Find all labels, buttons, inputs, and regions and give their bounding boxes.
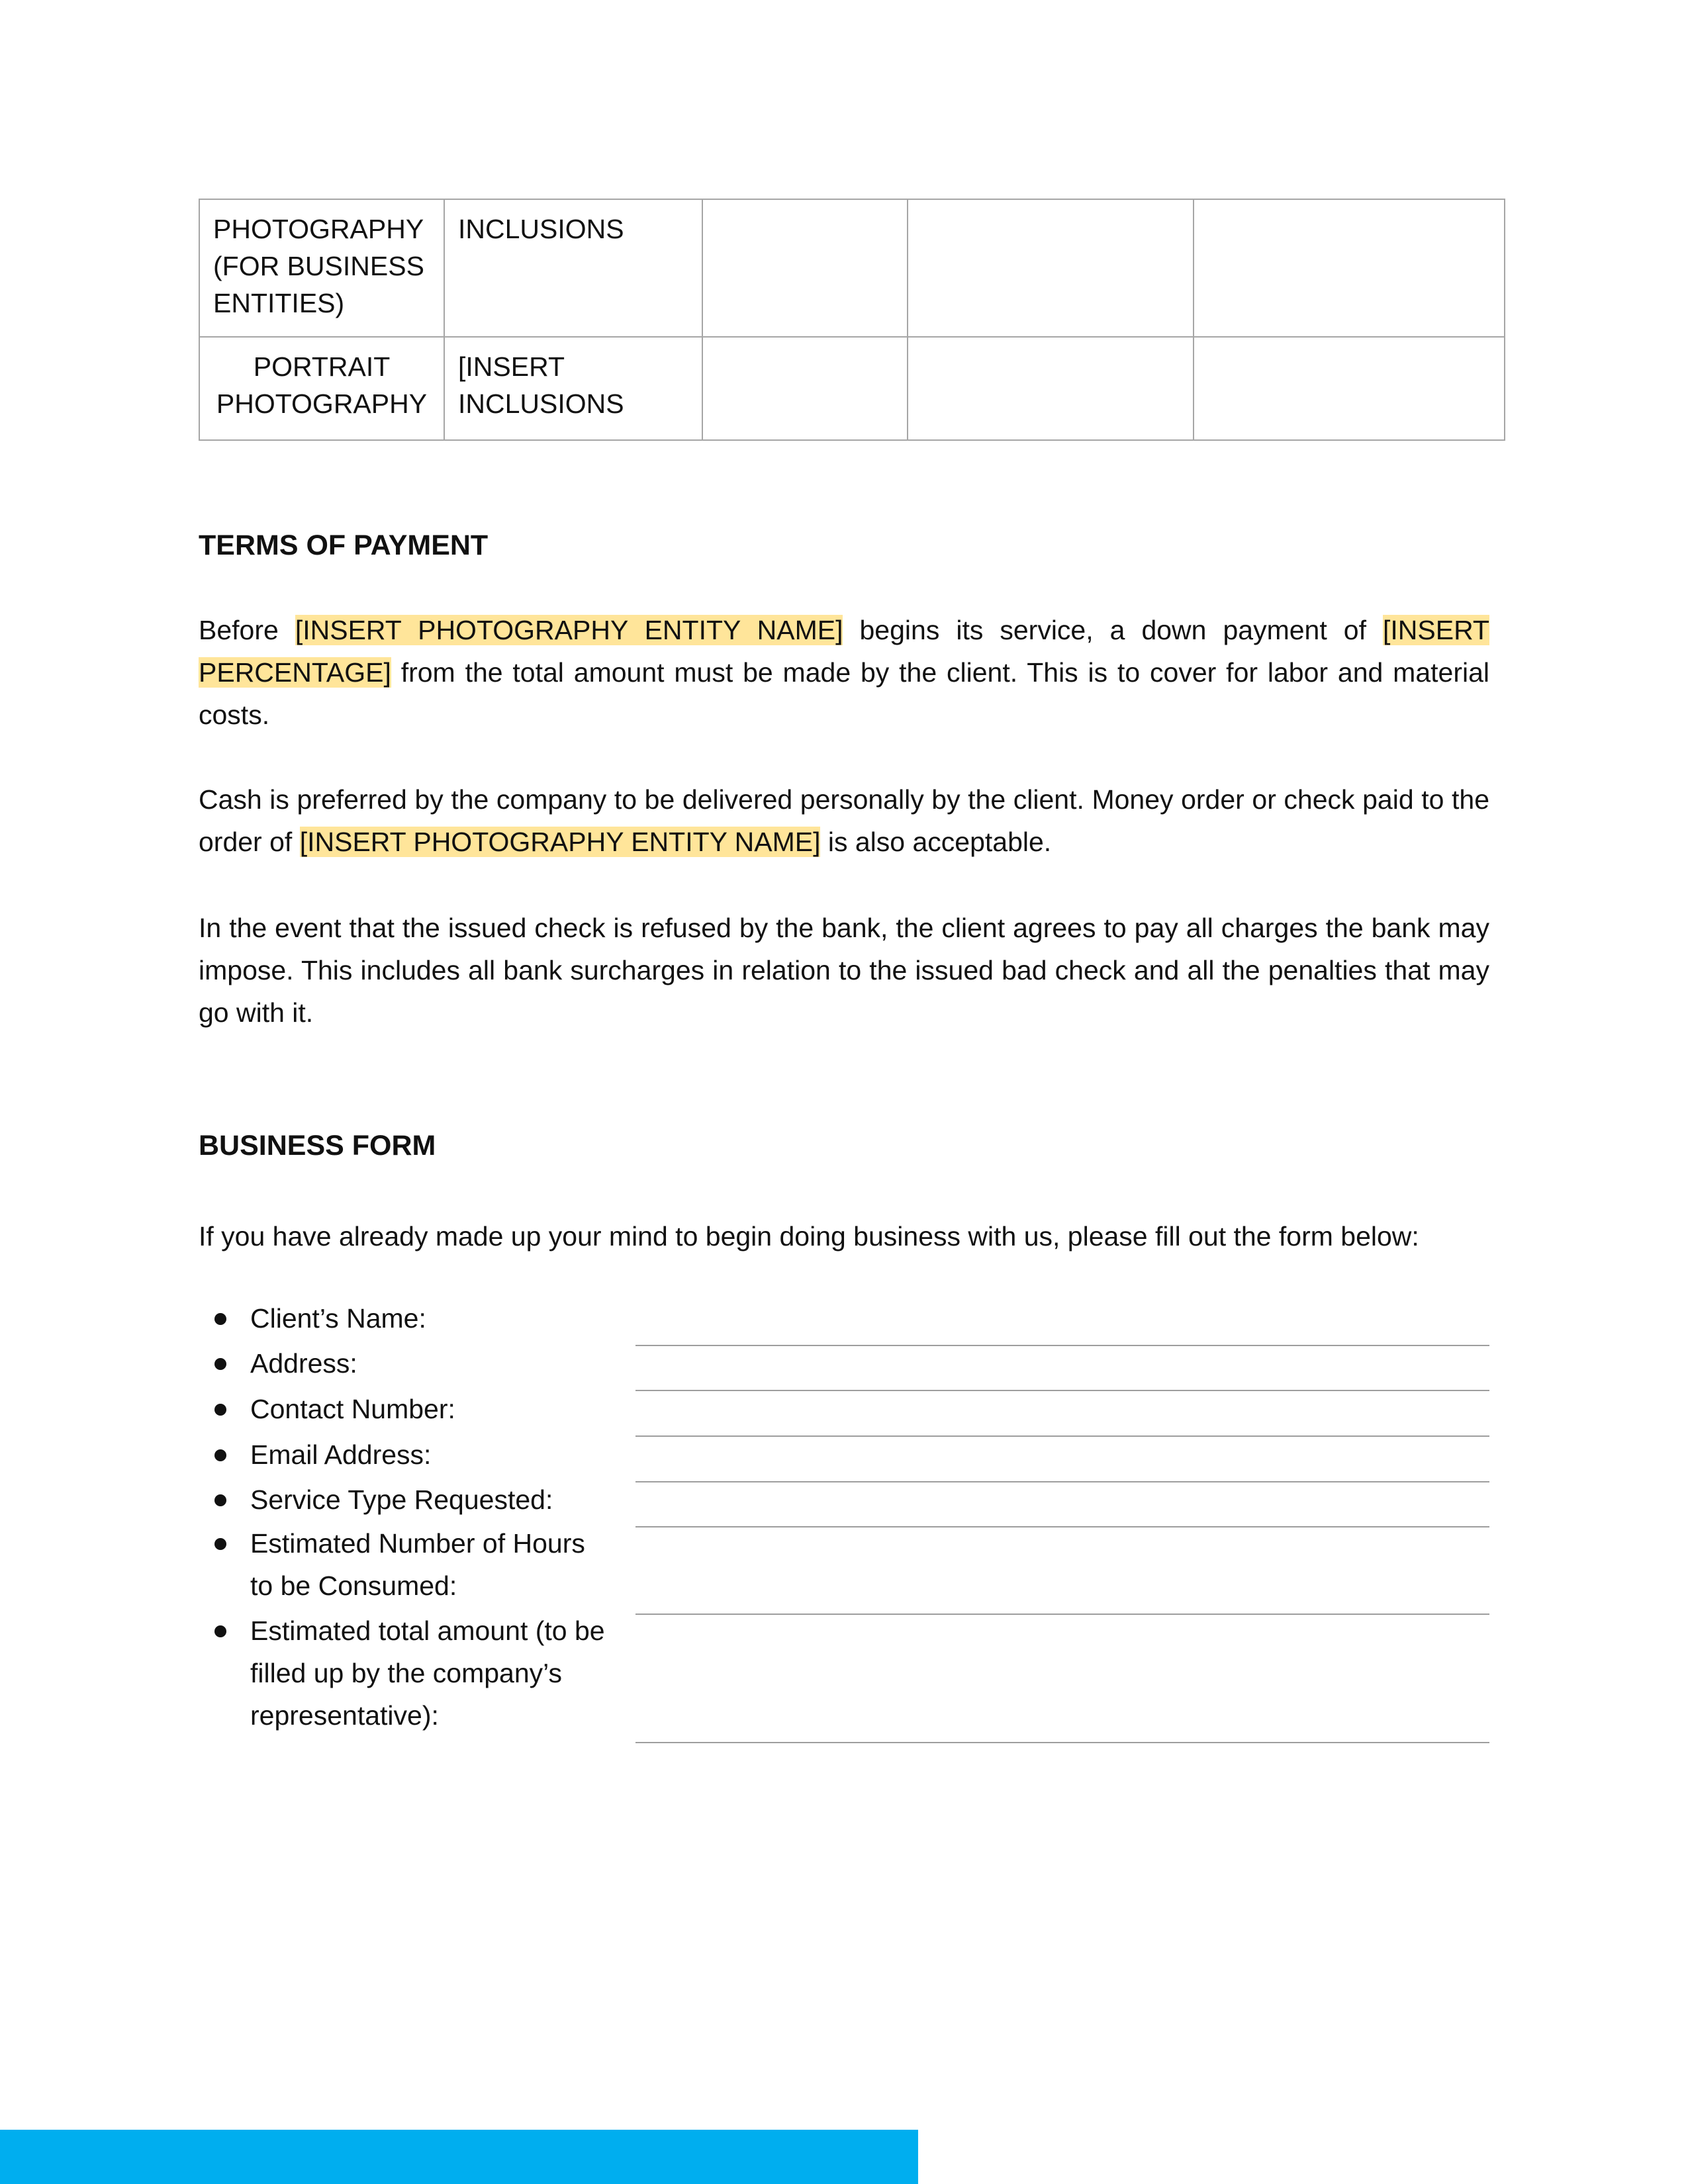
footer-accent-bar [0,2130,918,2184]
terms-paragraph-3: In the event that the issued check is refused by the bank, the client agrees to pay all charges the bank may impose. This includes all bank surcharges in relation to the issued bad check and all the penalties that may go with it. [199,913,1489,1028]
placeholder-entity-name: [INSERT PHOTOGRAPHY ENTITY NAME] [295,615,843,645]
table-row [199,199,1505,337]
form-field-label: Contact Number: [250,1394,455,1424]
placeholder-entity-name: [INSERT PHOTOGRAPHY ENTITY NAME] [299,827,821,857]
form-field-label: Estimated total amount (to be filled up by the company’s representative): [250,1615,605,1731]
table-cell [1194,337,1505,440]
services-table [199,199,1505,441]
table-cell [1194,199,1505,337]
service-inclusions: [INSERT INCLUSIONS [458,351,624,419]
form-field-label: Service Type Requested: [250,1484,553,1515]
service-name: PORTRAIT PHOTOGRAPHY [216,351,428,419]
terms-paragraph-2: Cash is preferred by the company to be delivered personally by the client. Money order or check paid to the order of [INSERT PHOTOGRAPHY ENTITY NAME] is also acceptable. [199,784,1489,857]
estimated-total-input-line[interactable] [635,1742,1489,1743]
table-cell [702,337,908,440]
form-field-label: Estimated Number of Hours to be Consumed: [250,1528,585,1601]
table-cell [199,199,444,337]
table-cell [908,337,1194,440]
terms-heading: TERMS OF PAYMENT [199,529,489,561]
table-cell [199,337,444,440]
service-name: PHOTOGRAPHY (FOR BUSINESS ENTITIES) [213,214,424,318]
client-name-input-line[interactable] [635,1345,1489,1346]
business-form-heading: BUSINESS FORM [199,1130,436,1161]
terms-paragraph-1: Before [INSERT PHOTOGRAPHY ENTITY NAME] begins its service, a down payment of [INSERT PERCENTAGE] from the total amount must be made by the client. This is to cover for labor and material costs. [199,615,1489,730]
table-cell [908,199,1194,337]
placeholder-percentage: [INSERT PERCENTAGE] [199,615,1489,688]
table-cell [702,199,908,337]
email-input-line[interactable] [635,1481,1489,1482]
form-field-label: Address: [250,1348,357,1379]
estimated-hours-input-line[interactable] [635,1614,1489,1615]
business-form-intro: If you have already made up your mind to begin doing business with us, please fill out the form below: [199,1221,1419,1251]
form-field-label: Email Address: [250,1439,432,1470]
table-cell [444,337,702,440]
contact-number-input-line[interactable] [635,1435,1489,1437]
address-input-line[interactable] [635,1390,1489,1391]
service-inclusions: INCLUSIONS [458,214,624,244]
form-field-label: Client’s Name: [250,1303,426,1334]
service-type-input-line[interactable] [635,1526,1489,1527]
table-cell [444,199,702,337]
table-row [199,337,1505,440]
